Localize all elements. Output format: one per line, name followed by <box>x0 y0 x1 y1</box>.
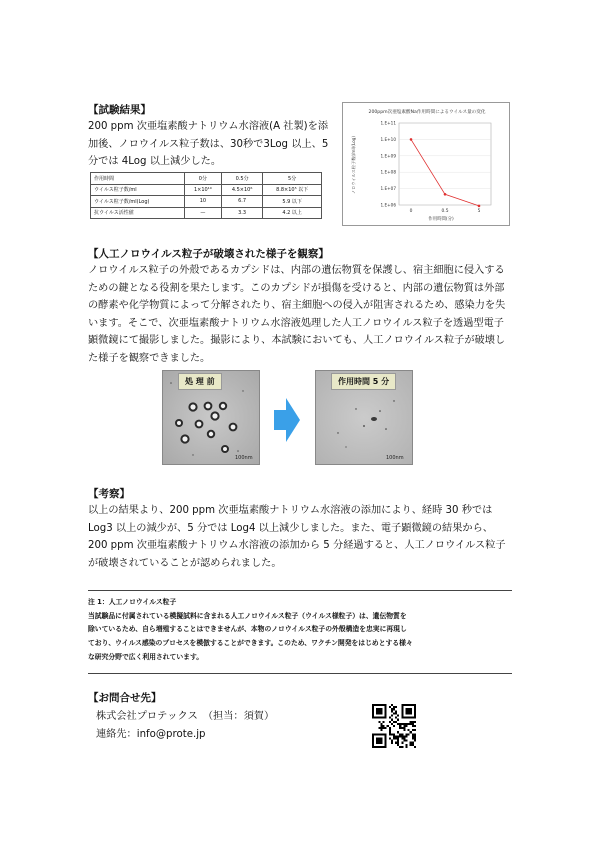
observation-line: ノロウイルス粒子の外殻であるカプシドは、内部の遺伝物質を保護し、宿主細胞に侵入する <box>88 265 505 276</box>
chart-title: 200ppm次亜塩素酸Na作用時間によるウイルス量の変化 <box>368 110 486 115</box>
observation-line: た様子を観察できました。 <box>88 352 211 364</box>
table-cell: ウイルス粒子数/ml <box>91 184 185 196</box>
results-line: 200 ppm 次亜塩素酸ナトリウム水溶液(A 社製)を添 <box>88 121 329 132</box>
note-divider-top <box>88 590 512 591</box>
chart-y-axis-label: ノロウイルス粒子数(/ml)(Log) <box>351 135 356 195</box>
discussion-line: が破壊されていることが認められました。 <box>88 557 282 569</box>
chart-x-tick-label: 5 <box>477 209 481 214</box>
table-header-cell: 5分 <box>263 173 322 185</box>
table-cell: 抗ウイルス活性値 <box>91 207 185 219</box>
after-label: 作用時間 5 分 <box>331 373 396 390</box>
table-header-cell: 作用時間 <box>91 173 185 185</box>
chart-series-line <box>411 139 479 206</box>
chart-point <box>478 205 481 208</box>
chart-point <box>410 138 413 141</box>
scale-bar-label: 100nm <box>386 455 404 461</box>
chart-svg <box>343 103 509 225</box>
chart-grid <box>381 121 491 215</box>
observation-line: 顕微鏡にて撮影しました。撮影により、本試験においても、人工ノロウイルス粒子が破壊し <box>88 335 506 346</box>
chart-x-tick-label: 0 <box>409 209 413 214</box>
chart-y-tick-label: 1.E+08 <box>380 169 396 175</box>
chart-y-tick-label: 1.E+07 <box>380 186 396 192</box>
note-divider-bottom <box>88 673 512 674</box>
table-cell: 4.2 以上 <box>263 207 322 219</box>
table-cell: 8.8×10⁵ 以下 <box>263 184 322 196</box>
results-table <box>90 172 322 219</box>
note-line: な研究分野で広く利用されています。 <box>88 652 204 661</box>
results-line: 加後、ノロウイルス粒子数は、30秒で3Log 以上、5 <box>88 138 329 150</box>
table-cell: 10 <box>184 196 221 208</box>
table-header-row <box>91 173 322 185</box>
contact-block <box>96 708 274 743</box>
results-heading: 【試験結果】 <box>88 104 151 116</box>
chart-point <box>444 193 447 196</box>
before-label: 処 理 前 <box>178 373 222 390</box>
results-text <box>88 118 348 171</box>
note-line: 当試験品に付属されている模擬試料に含まれる人工ノロウイルス粒子（ウイルス様粒子）は、遺伝物質を <box>88 611 407 620</box>
qr-code-icon[interactable] <box>372 704 416 748</box>
discussion-line: Log3 以上の減少が、5 分では Log4 以上減少しました。また、電子顕微鏡の結果から、 <box>88 522 493 534</box>
chart-x-tick-label: 0.5 <box>441 209 449 214</box>
table-cell: 1×10¹⁰ <box>184 184 221 196</box>
table-header-cell: 0分 <box>184 173 221 185</box>
table-cell: — <box>184 207 221 219</box>
table-cell: 5.9 以下 <box>263 196 322 208</box>
note-title: 注 1：人工ノロウイルス粒子 <box>88 598 177 606</box>
note-line: 除いているため、自ら増殖することはできませんが、本物のノロウイルス粒子の外殻構造を忠実に再現し <box>88 625 407 634</box>
chart-y-tick-label: 1.E+11 <box>380 120 396 126</box>
note-block <box>88 596 518 665</box>
discussion-line: 200 ppm 次亜塩素酸ナトリウム水溶液の添加から 5 分経過すると、人工ノロウイルス粒子 <box>88 540 506 551</box>
chart-y-tick-label: 1.E+10 <box>380 136 396 142</box>
discussion-text <box>88 502 528 572</box>
observation-text <box>88 262 518 367</box>
observation-heading: 【人工ノロウイルス粒子が破壊された様子を観察】 <box>88 248 329 260</box>
chart-x-axis-label: 作用時間(分) <box>428 217 454 222</box>
virus-chart <box>342 102 510 226</box>
results-line: 分では 4Log 以上減少した。 <box>88 156 222 167</box>
arrow-icon <box>274 398 300 446</box>
table-row <box>91 184 322 196</box>
table-row <box>91 196 322 208</box>
chart-y-tick-label: 1.E+09 <box>380 153 396 159</box>
table-cell: 3.3 <box>221 207 262 219</box>
scale-bar-label: 100nm <box>235 455 253 461</box>
contact-company: 株式会社プロテックス （担当：須賀） <box>96 711 275 722</box>
table-row <box>91 207 322 219</box>
observation-line: います。そこで、次亜塩素酸ナトリウム水溶液処理した人工ノロウイルス粒子を透過型電子 <box>88 317 504 329</box>
contact-heading: 【お問合せ先】 <box>88 692 162 704</box>
chart-plot-area <box>399 123 491 205</box>
table-cell: ウイルス粒子数/ml(Log) <box>91 196 185 208</box>
observation-line: の酵素や化学物質によって分解されたり、宿主細胞への侵入が阻害されるため、感染力を失 <box>88 300 506 311</box>
chart-marks <box>410 138 481 207</box>
contact-email[interactable]: 連絡先：info@prote.jp <box>96 728 206 740</box>
observation-line: ための鍵となる役割を果たします。このカプシドが損傷を受けると、内部の遺伝物質は外部 <box>88 282 505 294</box>
note-line: ており、ウイルス感染のプロセスを模倣することができます。このため、ワクチン開発をはじめとする様々 <box>88 639 413 648</box>
table-cell: 6.7 <box>221 196 262 208</box>
table-cell: 4.5×10⁶ <box>221 184 262 196</box>
discussion-heading: 【考察】 <box>88 488 130 500</box>
discussion-line: 以上の結果より、200 ppm 次亜塩素酸ナトリウム水溶液の添加により、経時 30 秒では <box>88 505 493 516</box>
chart-y-tick-label: 1.E+06 <box>380 202 396 208</box>
table-header-cell: 0.5分 <box>221 173 262 185</box>
